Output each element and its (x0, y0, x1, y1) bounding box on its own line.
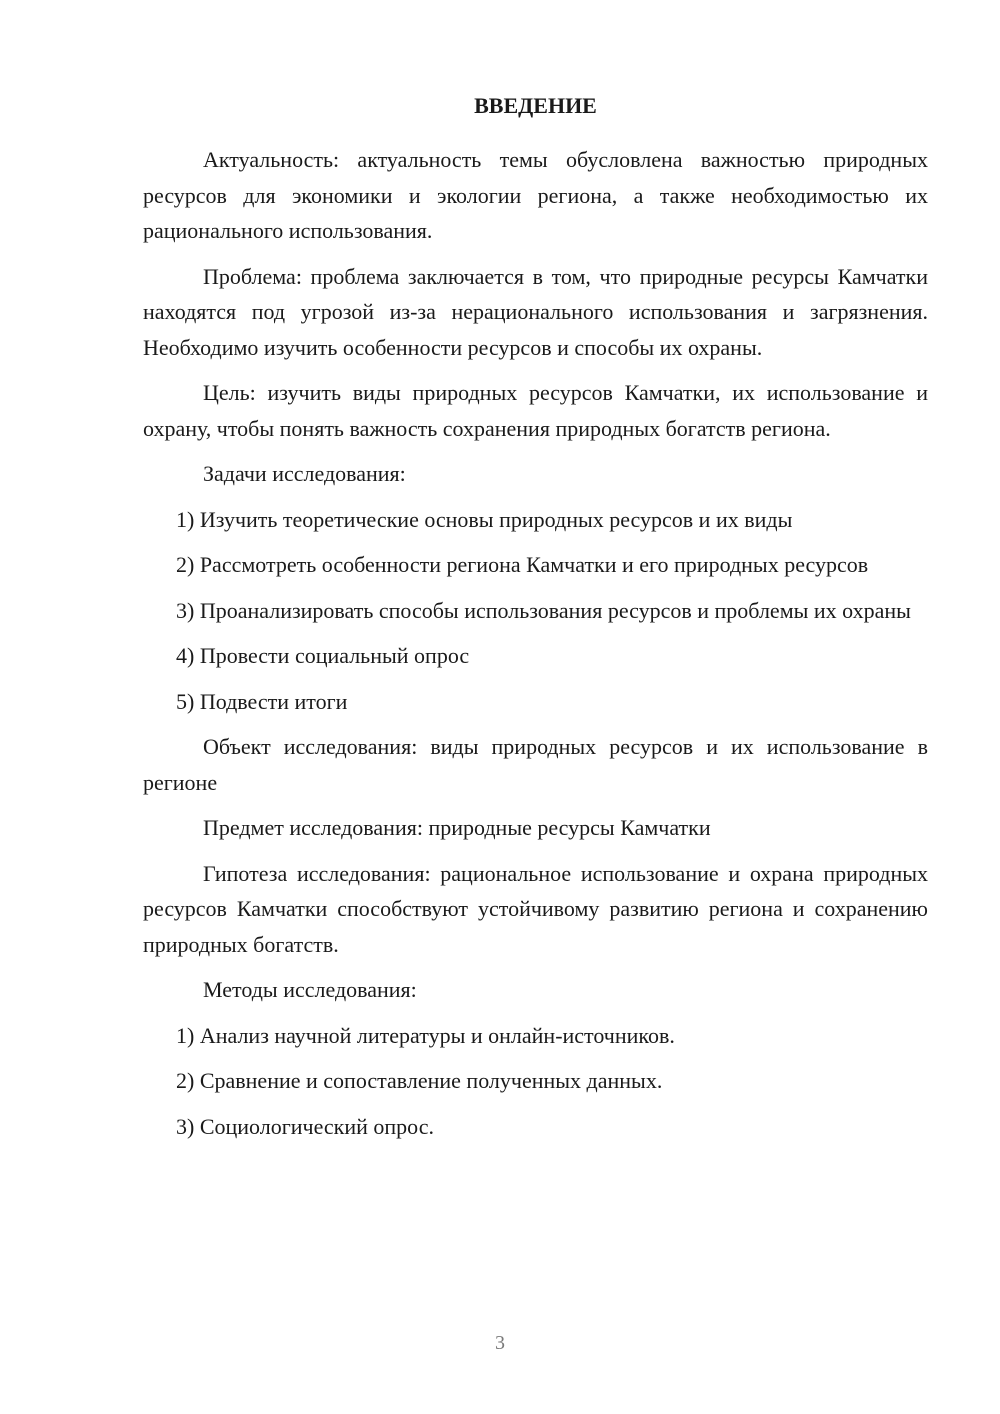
task-item: 2) Рассмотреть особенности региона Камчатки и его природных ресурсов (176, 552, 869, 577)
task-item: 4) Провести социальный опрос (176, 643, 470, 668)
hypothesis-paragraph: Гипотеза исследования: рациональное использование и охрана природных ресурсов Камчатки способствуют устойчивому развитию региона и сохранению природных богатств. (143, 860, 928, 957)
method-item: 3) Социологический опрос. (176, 1113, 434, 1139)
task-item: 3) Проанализировать способы использования ресурсов и проблемы их охраны (176, 597, 911, 623)
tasks-heading: Задачи исследования: (203, 461, 406, 486)
goal-paragraph: Цель: изучить виды природных ресурсов Камчатки, их использование и охрану, чтобы понять важность сохранения природных богатств региона. (143, 380, 928, 441)
method-item: 2) Сравнение и сопоставление полученных данных. (176, 1068, 663, 1093)
object-paragraph: Объект исследования: виды природных ресурсов и их использование в регионе (143, 734, 928, 795)
page-content (143, 90, 928, 1154)
problem-paragraph: Проблема: проблема заключается в том, что природные ресурсы Камчатки находятся под угрозой из-за нерационального использования и загрязнения. Необходимо изучить особенности ресурсов и способы их охраны. (143, 263, 928, 360)
subject-paragraph: Предмет исследования: природные ресурсы Камчатки (203, 815, 711, 840)
method-item: 1) Анализ научной литературы и онлайн-источников. (176, 1022, 675, 1048)
task-item: 1) Изучить теоретические основы природных ресурсов и их виды (176, 506, 793, 532)
methods-heading: Методы исследования: (203, 977, 417, 1002)
page-number: 3 (495, 1332, 505, 1354)
page-title: ВВЕДЕНИЕ (474, 93, 597, 118)
relevance-paragraph: Актуальность: актуальность темы обусловлена важностью природных ресурсов для экономики и экологии региона, а также необходимостью их рационального использования. (143, 147, 928, 243)
task-item: 5) Подвести итоги (176, 688, 348, 714)
